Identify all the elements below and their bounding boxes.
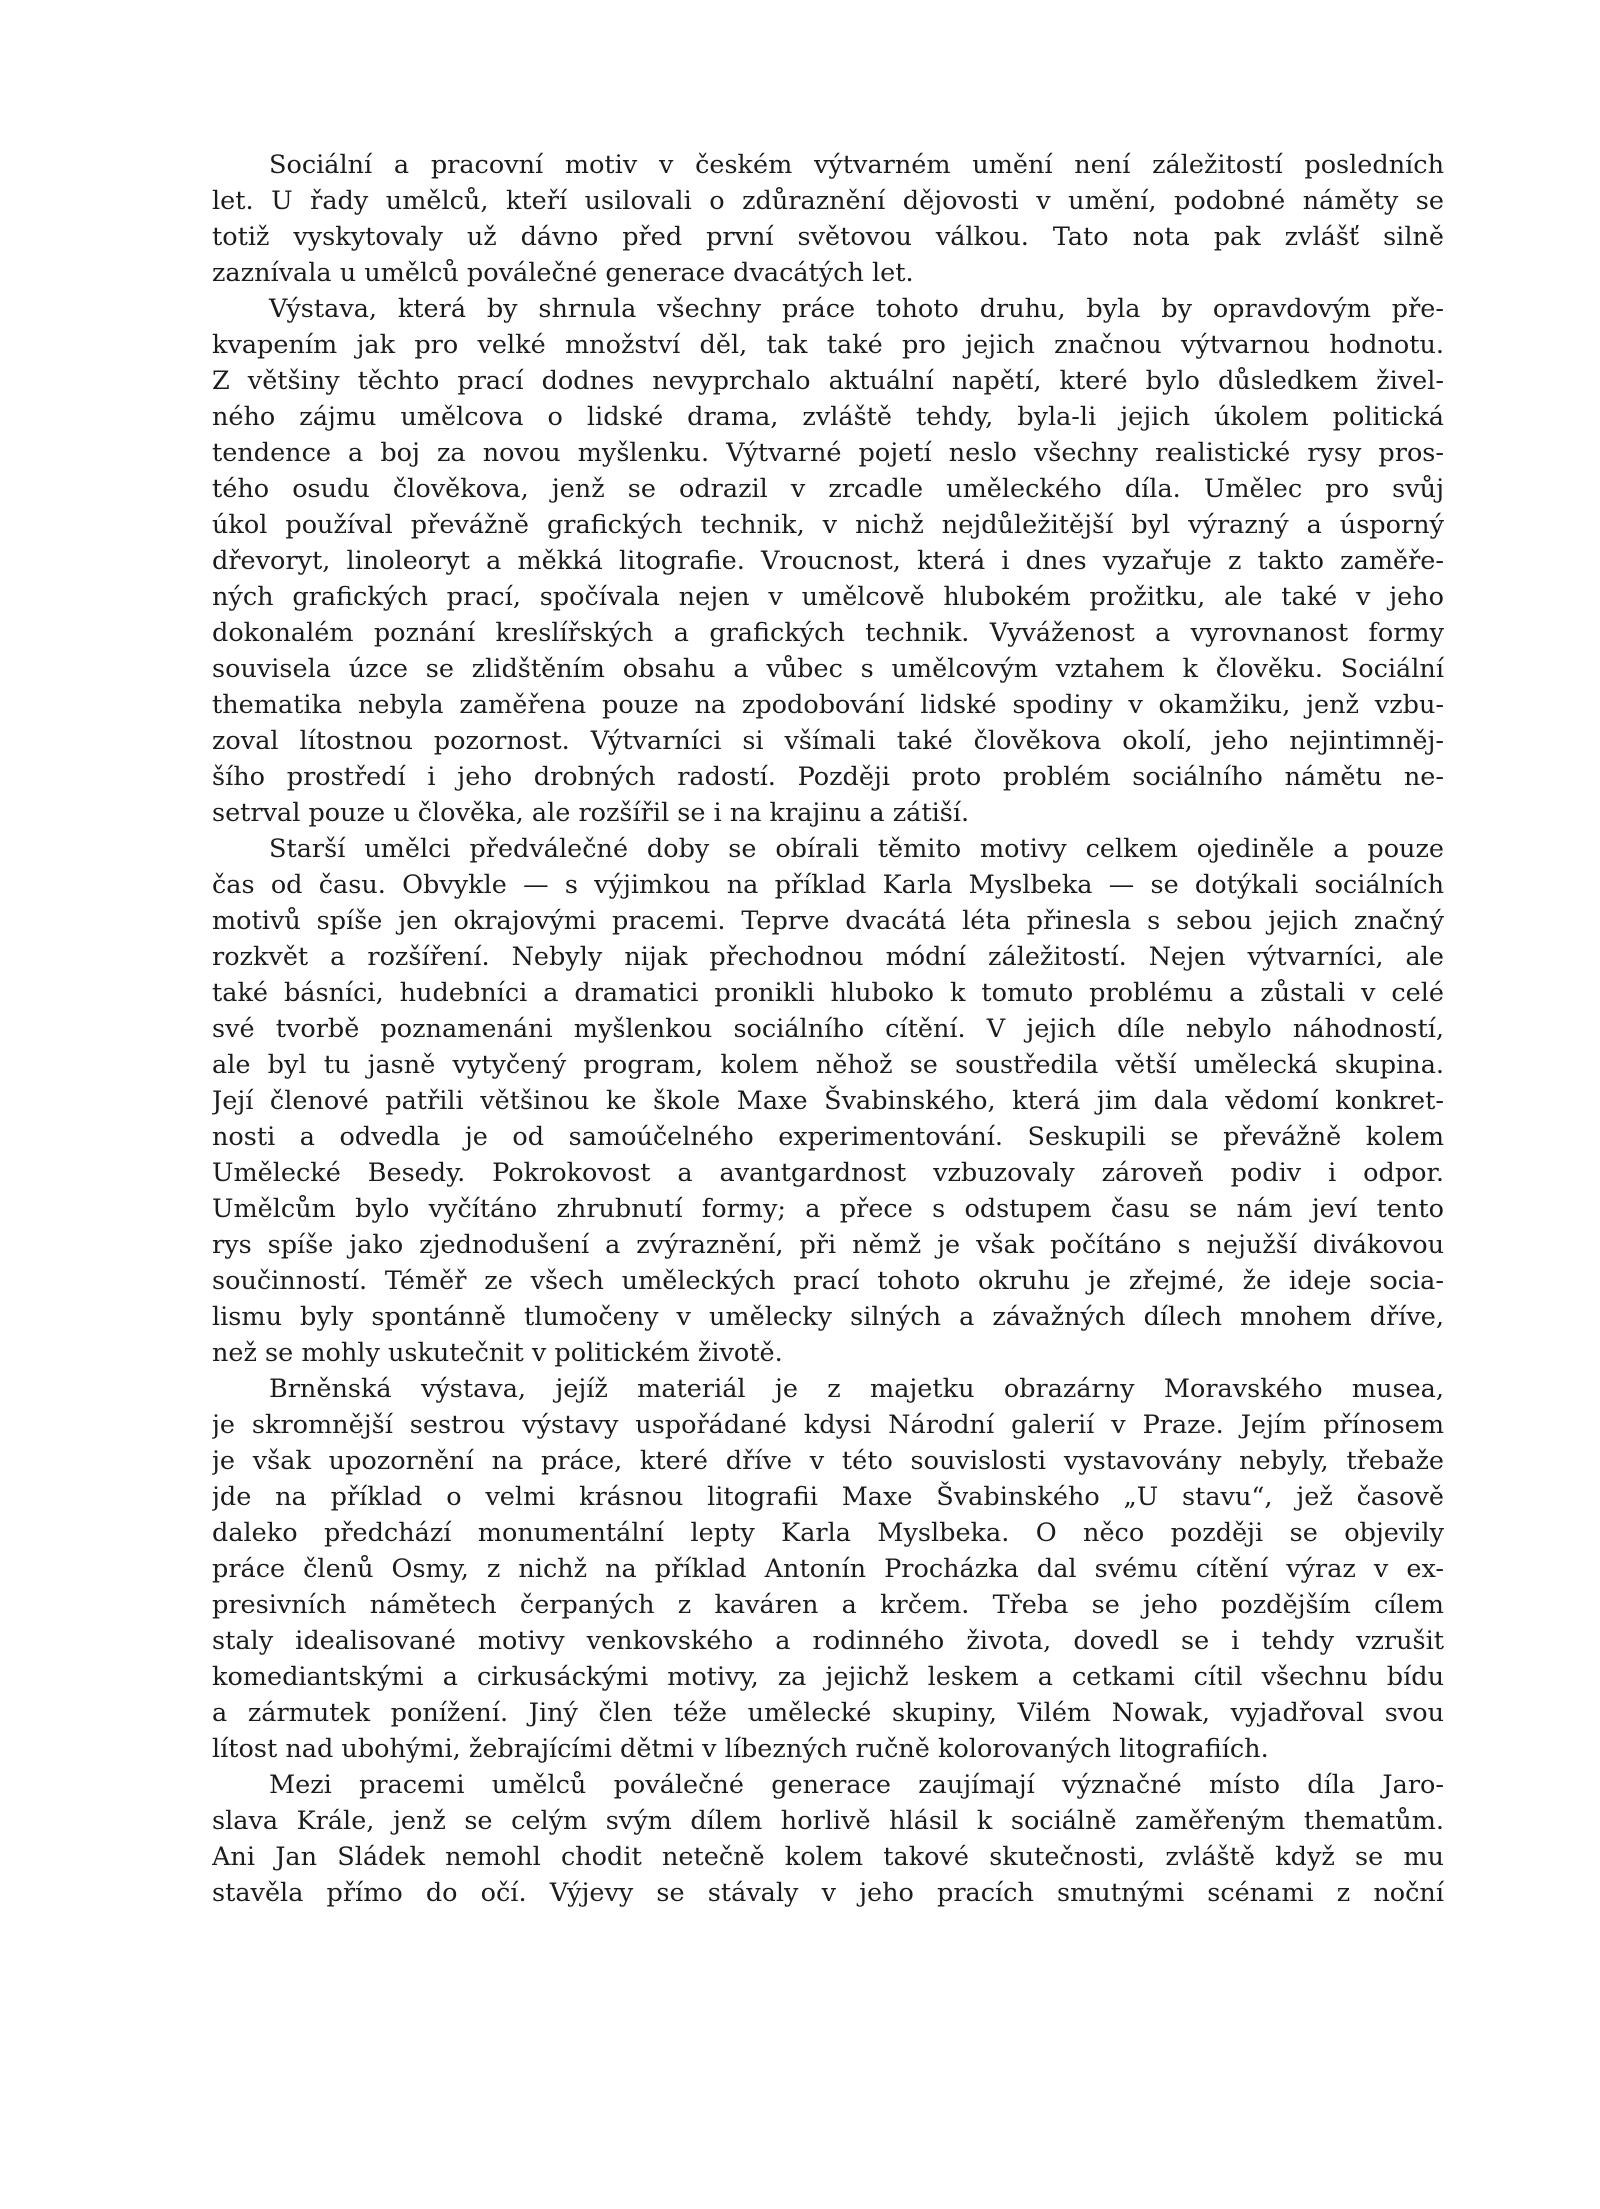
text-line: lítost nad ubohými, žebrajícími dětmi v líbezných ručně kolorovaných litografiích. bbox=[212, 1734, 1269, 1764]
text-line: Její členové patřili většinou ke škole Maxe Švabinského, která jim dala vědomí konkret- bbox=[212, 1086, 1444, 1116]
text-line: nosti a odvedla je od samoúčelného experimentování. Seskupili se převážně kolem bbox=[212, 1122, 1444, 1152]
paragraph-2 bbox=[212, 291, 1444, 831]
text-line: zoval lítostnou pozornost. Výtvarníci si všímali také člověkova okolí, jeho nejintimněj- bbox=[212, 726, 1444, 756]
text-line: je skromnější sestrou výstavy uspořádané kdysi Národní galerií v Praze. Jejím přínosem bbox=[212, 1410, 1444, 1440]
text-line: thematika nebyla zaměřena pouze na zpodobování lidské spodiny v okamžiku, jenž vzbu- bbox=[212, 690, 1444, 720]
text-line: ného zájmu umělcova o lidské drama, zvláště tehdy, byla-li jejich úkolem politická bbox=[212, 402, 1444, 432]
text-line: Sociální a pracovní motiv v českém výtvarném umění není záležitostí posledních bbox=[269, 150, 1444, 180]
text-line: tého osudu člověkova, jenž se odrazil v zrcadle uměleckého díla. Umělec pro svůj bbox=[212, 474, 1444, 504]
text-line: Z většiny těchto prací dodnes nevyprchalo aktuální napětí, které bylo důsledkem živel- bbox=[212, 366, 1444, 396]
text-line: čas od času. Obvykle — s výjimkou na příklad Karla Myslbeka — se dotýkali sociálních bbox=[212, 870, 1444, 900]
text-line: své tvorbě poznamenáni myšlenkou sociálního cítění. V jejich díle nebylo náhodností, bbox=[212, 1014, 1444, 1044]
text-line: rozkvět a rozšíření. Nebyly nijak přechodnou módní záležitostí. Nejen výtvarníci, ale bbox=[212, 942, 1444, 972]
paragraph-3 bbox=[212, 831, 1444, 1371]
text-line: zaznívala u umělců poválečné generace dvacátých let. bbox=[212, 258, 914, 288]
text-line: Umělecké Besedy. Pokrokovost a avantgardnost vzbuzovaly zároveň podiv i odpor. bbox=[212, 1158, 1444, 1188]
body-text bbox=[212, 147, 1444, 1911]
text-line: presivních námětech čerpaných z kaváren a krčem. Třeba se jeho pozdějším cílem bbox=[212, 1590, 1444, 1620]
text-line: je však upozornění na práce, které dříve v této souvislosti vystavovány nebyly, třebaže bbox=[212, 1446, 1444, 1476]
paragraph-4 bbox=[212, 1371, 1444, 1767]
text-line: lismu byly spontánně tlumočeny v umělecky silných a závažných dílech mnohem dříve, bbox=[212, 1302, 1444, 1332]
text-line: Ani Jan Sládek nemohl chodit netečně kolem takové skutečnosti, zvláště když se mu bbox=[212, 1842, 1444, 1872]
text-line: ale byl tu jasně vytyčený program, kolem něhož se soustředila větší umělecká skupina. bbox=[212, 1050, 1444, 1080]
text-line: práce členů Osmy, z nichž na příklad Antonín Procházka dal svému cítění výraz v ex- bbox=[212, 1554, 1444, 1584]
text-line: Mezi pracemi umělců poválečné generace zaujímají význačné místo díla Jaro- bbox=[269, 1770, 1444, 1800]
text-line: dokonalém poznání kreslířských a grafických technik. Vyváženost a vyrovnanost formy bbox=[212, 618, 1444, 648]
text-line: ných grafických prací, spočívala nejen v umělcově hlubokém prožitku, ale také v jeho bbox=[212, 582, 1444, 612]
text-line: stavěla přímo do očí. Výjevy se stávaly v jeho pracích smutnými scénami z noční bbox=[212, 1878, 1444, 1908]
text-line: součinností. Téměř ze všech uměleckých prací tohoto okruhu je zřejmé, že ideje socia- bbox=[212, 1266, 1444, 1296]
text-line: komediantskými a cirkusáckými motivy, za jejichž leskem a cetkami cítil všechnu bídu bbox=[212, 1662, 1444, 1692]
paragraph-1 bbox=[212, 147, 1444, 291]
text-line: motivů spíše jen okrajovými pracemi. Teprve dvacátá léta přinesla s sebou jejich značný bbox=[212, 906, 1444, 936]
text-line: rys spíše jako zjednodušení a zvýraznění, při němž je však počítáno s nejužší divákovou bbox=[212, 1230, 1444, 1260]
text-line: slava Krále, jenž se celým svým dílem horlivě hlásil k sociálně zaměřeným thematům. bbox=[212, 1806, 1444, 1836]
text-line: a zármutek ponížení. Jiný člen téže umělecké skupiny, Vilém Nowak, vyjadřoval svou bbox=[212, 1698, 1444, 1728]
text-line: tendence a boj za novou myšlenku. Výtvarné pojetí neslo všechny realistické rysy pros- bbox=[212, 438, 1444, 468]
text-line: totiž vyskytovaly už dávno před první světovou válkou. Tato nota pak zvlášť silně bbox=[212, 222, 1444, 252]
text-line: Umělcům bylo vyčítáno zhrubnutí formy; a přece s odstupem času se nám jeví tento bbox=[212, 1194, 1444, 1224]
text-line: staly idealisované motivy venkovského a rodinného života, dovedl se i tehdy vzrušit bbox=[212, 1626, 1444, 1656]
text-line: šího prostředí i jeho drobných radostí. Později proto problém sociálního námětu ne- bbox=[212, 762, 1444, 792]
text-line: Výstava, která by shrnula všechny práce tohoto druhu, byla by opravdovým pře- bbox=[269, 294, 1444, 324]
text-line: setrval pouze u člověka, ale rozšířil se i na krajinu a zátiší. bbox=[212, 798, 970, 828]
text-line: úkol používal převážně grafických technik, v nichž nejdůležitější byl výrazný a úsporný bbox=[212, 510, 1444, 540]
text-line: Starší umělci předválečné doby se obírali těmito motivy celkem ojediněle a pouze bbox=[269, 834, 1444, 864]
text-line: souvisela úzce se zlidštěním obsahu a vůbec s umělcovým vztahem k člověku. Sociální bbox=[212, 654, 1444, 684]
text-line: kvapením jak pro velké množství děl, tak také pro jejich značnou výtvarnou hodnotu. bbox=[212, 330, 1444, 360]
text-line: jde na příklad o velmi krásnou litografii Maxe Švabinského „U stavu“, jež časově bbox=[212, 1482, 1444, 1512]
text-line: daleko předchází monumentální lepty Karla Myslbeka. O něco později se objevily bbox=[212, 1518, 1444, 1548]
text-line: také básníci, hudebníci a dramatici pronikli hluboko k tomuto problému a zůstali v celé bbox=[212, 978, 1444, 1008]
text-line: Brněnská výstava, jejíž materiál je z majetku obrazárny Moravského musea, bbox=[269, 1374, 1444, 1404]
text-line: dřevoryt, linoleoryt a měkká litografie. Vroucnost, která i dnes vyzařuje z takto zaměře- bbox=[212, 546, 1444, 576]
text-line: let. U řady umělců, kteří usilovali o zdůraznění dějovosti v umění, podobné náměty se bbox=[212, 186, 1444, 216]
paragraph-5 bbox=[212, 1767, 1444, 1911]
text-line: než se mohly uskutečnit v politickém životě. bbox=[212, 1338, 783, 1368]
